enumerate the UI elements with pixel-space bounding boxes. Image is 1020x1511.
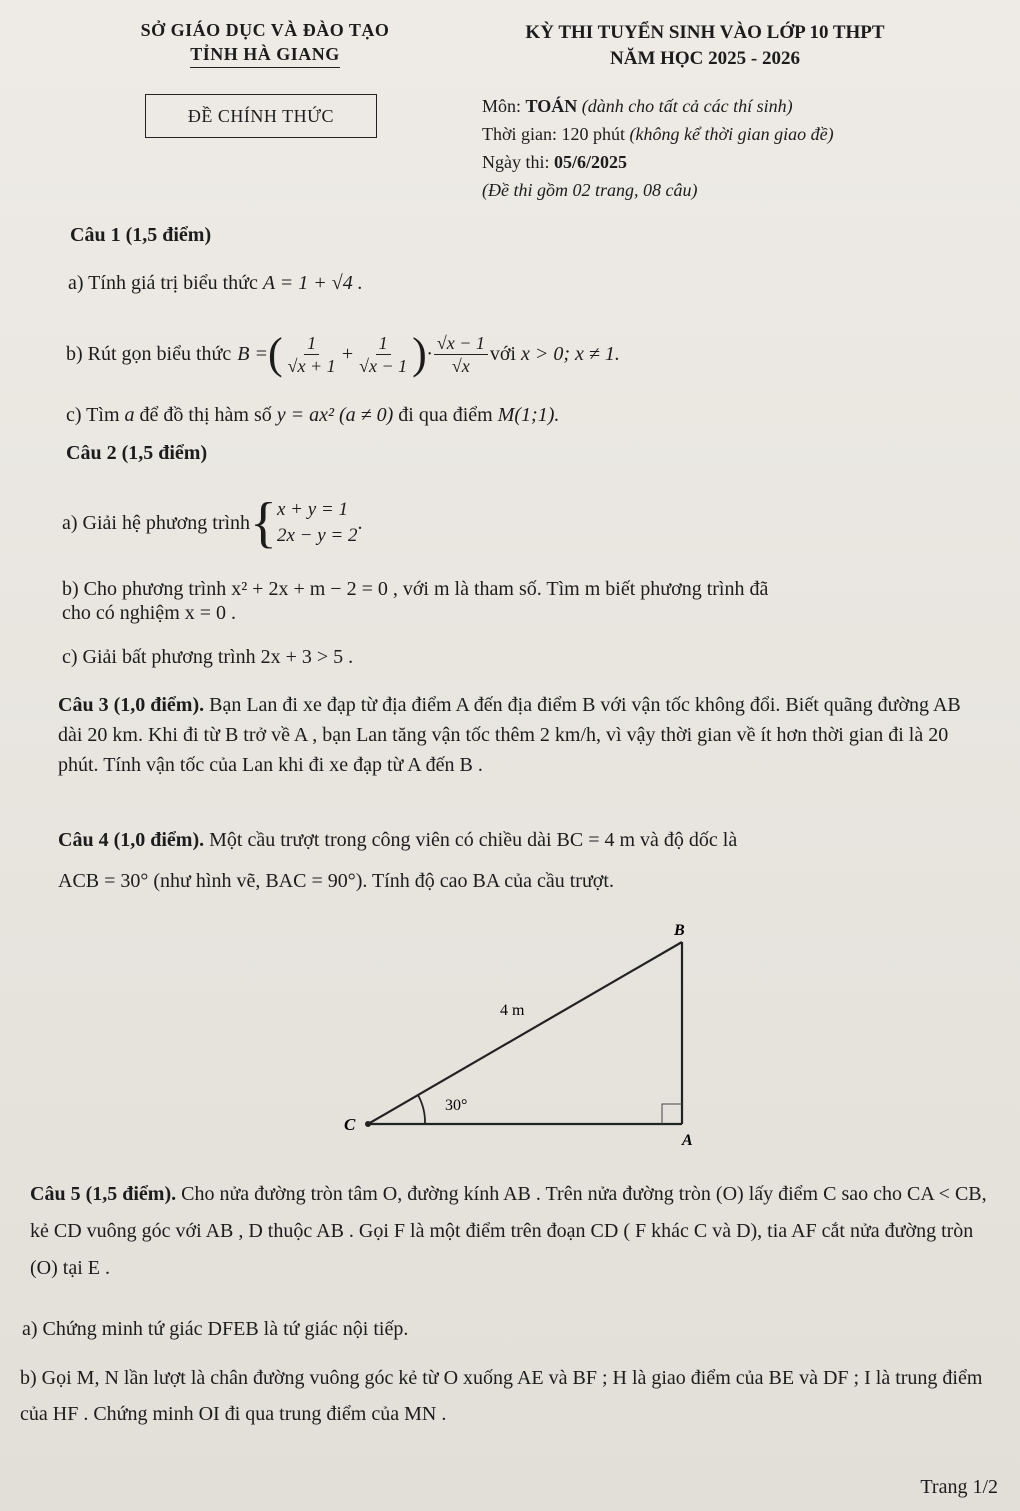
question-5-body: Cho nửa đường tròn tâm O, đường kính AB . Trên nửa đường tròn (O) lấy điểm C sao cho CA < CB, kẻ CD vuông góc với AB , D thuộc AB . Gọi F là một điểm trên đoạn CD ( F khác C và D), tia AF cắt nửa đường tròn (O) tại E .: [30, 1183, 987, 1279]
side-bc: [368, 942, 682, 1124]
question-5-title: Câu 5 (1,5 điểm).: [30, 1183, 177, 1205]
angle-arc: [418, 1095, 425, 1124]
question-5b: b) Gọi M, N lần lượt là chân đường vuông góc kẻ từ O xuống AE và BF ; H là giao điểm của BE và DF ; I là trung điểm của HF . Chứng minh OI đi qua trung điểm của MN .: [20, 1367, 983, 1425]
question-3-title: Câu 3 (1,0 điểm).: [58, 694, 205, 716]
fraction-1: $\frac{1}{√x + 1}$: [287, 332, 336, 376]
pages-note: (Đề thi gồm 02 trang, 08 câu): [482, 180, 698, 200]
date-line: Ngày thi: 05/6/2025: [482, 152, 628, 172]
question-1c: c) Tìm a để đồ thị hàm số y = ax² (a ≠ 0) đi qua điểm M(1;1).: [66, 404, 560, 426]
slide-triangle-figure: [330, 915, 730, 1155]
exam-meta: [482, 92, 834, 204]
question-4-line2: ACB = 30° (như hình vẽ, BAC = 90°). Tính độ cao BA của cầu trượt.: [58, 870, 614, 892]
hypotenuse-label: 4 m: [500, 1002, 525, 1019]
exam-header: [470, 20, 940, 72]
vertex-b-label: B: [674, 922, 685, 939]
question-1a: a) Tính giá trị biểu thức A = 1 + √4 .: [68, 272, 363, 294]
page-number: Trang 1/2: [920, 1476, 998, 1498]
question-2a: a) Giải hệ phương trình { x + y = 1 2x − y = 2 .: [62, 492, 363, 554]
official-exam-badge: ĐỀ CHÍNH THỨC: [145, 94, 377, 138]
question-2b-line2: cho có nghiệm x = 0 .: [62, 602, 237, 624]
subject-name: TOÁN: [525, 96, 578, 116]
equation-system: x + y = 1 2x − y = 2: [276, 499, 358, 546]
question-2-title: Câu 2 (1,5 điểm): [66, 442, 208, 464]
question-1b: b) Rút gọn biểu thức B = ( $\frac{1}{√x + 1}$ + $\frac{1}{√x - 1}$ ) · $\frac{√x - 1}{√x}$ với x > 0; x ≠ 1.: [66, 329, 620, 378]
question-3-body: Bạn Lan đi xe đạp từ địa điểm A đến địa điểm B với vận tốc không đổi. Biết quãng đường AB dài 20 km. Khi đi từ B trở về A , bạn Lan tăng vận tốc thêm 2 km/h, vì vậy thời gian về ít hơn thời gian đi là 20 phút. Tính vận tốc của Lan khi đi xe đạp từ A đến B .: [58, 694, 961, 776]
school-year: NĂM HỌC 2025 - 2026: [610, 48, 800, 69]
subject-line: Môn: TOÁN (dành cho tất cả các thí sinh): [482, 96, 793, 116]
expression-a: A = 1 + √4 .: [262, 272, 363, 294]
condition: x > 0; x ≠ 1.: [520, 343, 620, 365]
right-angle-mark: [662, 1104, 682, 1124]
vertex-a-label: A: [682, 1132, 693, 1149]
angle-label: 30°: [445, 1097, 468, 1114]
question-2b-line1: b) Cho phương trình x² + 2x + m − 2 = 0 , với m là tham số. Tìm m biết phương trình đã: [62, 578, 769, 600]
province-name: TỈNH HÀ GIANG: [190, 42, 340, 68]
exam-title: KỲ THI TUYỂN SINH VÀO LỚP 10 THPT: [525, 22, 885, 43]
subject-note: (dành cho tất cả các thí sinh): [581, 96, 793, 116]
question-4-title: Câu 4 (1,0 điểm).: [58, 829, 205, 851]
fraction-2: $\frac{1}{√x - 1}$: [359, 332, 408, 376]
function-expression: y = ax² (a ≠ 0): [276, 404, 394, 426]
department-header: [95, 18, 435, 68]
question-2c: c) Giải bất phương trình 2x + 3 > 5 .: [62, 646, 354, 668]
time-line: Thời gian: 120 phút (không kể thời gian giao đề): [482, 124, 834, 144]
question-4: [58, 825, 988, 855]
question-3: [58, 690, 983, 780]
question-5a: a) Chứng minh tứ giác DFEB là tứ giác nội tiếp.: [22, 1318, 409, 1340]
exam-date: 05/6/2025: [554, 152, 628, 172]
time-note: (không kể thời gian giao đề): [629, 124, 834, 144]
question-4-line1: Một cầu trượt trong công viên có chiều dài BC = 4 m và độ dốc là: [204, 829, 738, 851]
vertex-c-label: C: [344, 1115, 356, 1134]
fraction-3: $\frac{√x - 1}{√x}$: [434, 332, 488, 377]
department-name: SỞ GIÁO DỤC VÀ ĐÀO TẠO: [140, 20, 390, 40]
point-m: M(1;1).: [497, 404, 560, 426]
question-5: [30, 1176, 995, 1287]
question-1-title: Câu 1 (1,5 điểm): [70, 224, 212, 246]
